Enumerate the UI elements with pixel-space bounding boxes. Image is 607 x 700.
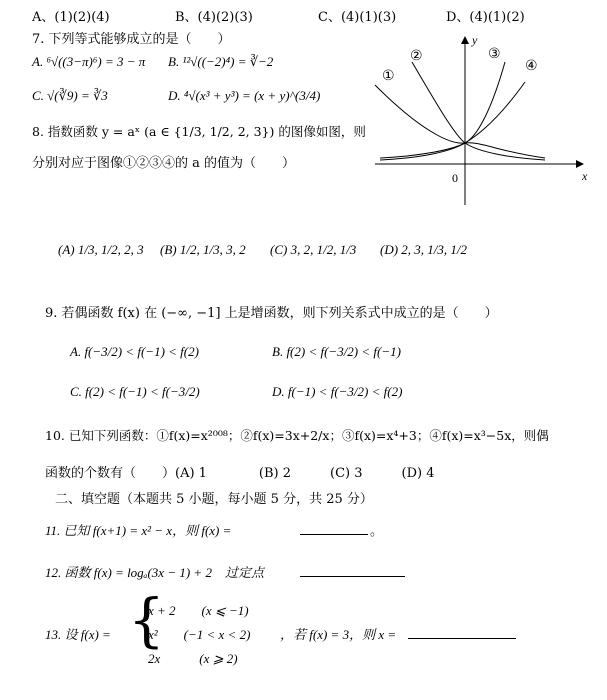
q8-stem: 8. 指数函数 y = aˣ (a ∈ {1/3, 1/2, 2, 3}) 的图像如图，则 xyxy=(32,124,366,139)
q8-option-b: (B) 1/2, 1/3, 3, 2 xyxy=(160,242,246,257)
q6-option-d: D、(4)(1)(2) xyxy=(446,10,525,25)
origin-label: 0 xyxy=(452,171,458,185)
q7-option-d: D. ⁴√(x³ + y³) = (x + y)^(3/4) xyxy=(168,88,321,103)
q6-option-b: B、(4)(2)(3) xyxy=(175,10,253,25)
x-axis-label: x xyxy=(582,169,588,183)
q12-answer-blank[interactable] xyxy=(300,562,405,577)
q9-stem: 9. 若偶函数 f(x) 在 (−∞, −1] 上是增函数，则下列关系式中成立的是（ ） xyxy=(45,306,498,321)
curve-3 xyxy=(380,62,505,158)
curve-label-1: ① xyxy=(382,68,395,84)
q10-stem: 10. 已知下列函数：①f(x)=x²⁰⁰⁸；②f(x)=3x+2/x；③f(x)=x⁴+3；④f(x)=x³−5x，则偶 xyxy=(45,428,549,443)
curve-label-4: ④ xyxy=(525,58,538,74)
q11-text: 11. 已知 f(x+1) = x² − x，则 f(x) = xyxy=(45,523,232,538)
q13-suffix: ，若 f(x) = 3，则 x = xyxy=(280,627,397,642)
q11-answer-blank[interactable] xyxy=(300,520,368,535)
q9-option-a: A. f(−3/2) < f(−1) < f(2) xyxy=(70,344,199,359)
q7-stem: 7. 下列等式能够成立的是（ ） xyxy=(32,32,231,47)
q13-case-1: x + 2 (x ⩽ −1) xyxy=(148,603,249,618)
q8-stem-2: 分别对应于图像①②③④的 a 的值为（ ） xyxy=(32,156,296,171)
curve-1 xyxy=(375,85,545,158)
y-axis-label: y xyxy=(472,33,478,47)
q7-option-c: C. √(∛9) = ∛3 xyxy=(32,88,108,103)
curve-2 xyxy=(412,62,545,160)
q7-option-a: A. ⁶√((3−π)⁶) = 3 − π xyxy=(32,54,146,69)
q13-prefix: 13. 设 f(x) = xyxy=(45,627,111,642)
q12-text: 12. 函数 f(x) = logₐ(3x − 1) + 2 过定点 xyxy=(45,565,264,580)
section-2-heading: 二、填空题（本题共 5 小题，每小题 5 分，共 25 分） xyxy=(55,492,373,507)
q11-end: 。 xyxy=(370,524,384,539)
q8-option-c: (C) 3, 2, 1/2, 1/3 xyxy=(270,242,357,257)
curve-4 xyxy=(380,82,525,160)
q10-stem-2: 函数的个数有（ ）(A) 1 (B) 2 (C) 3 (D) 4 xyxy=(45,466,435,481)
q9-option-c: C. f(2) < f(−1) < f(−3/2) xyxy=(70,384,200,399)
q9-option-d: D. f(−1) < f(−3/2) < f(2) xyxy=(272,384,403,399)
q13-case-3: 2x (x ⩾ 2) xyxy=(148,651,238,666)
q9-option-b: B. f(2) < f(−3/2) < f(−1) xyxy=(272,344,401,359)
curve-label-2: ② xyxy=(410,48,423,64)
q13-brace: { xyxy=(128,586,165,654)
q6-option-c: C、(4)(1)(3) xyxy=(318,10,397,25)
q7-option-b: B. ¹²√((−2)⁴) = ∛−2 xyxy=(168,54,274,69)
q13-answer-blank[interactable] xyxy=(408,624,516,639)
q6-option-a: A、(1)(2)(4) xyxy=(32,10,110,25)
curve-label-3: ③ xyxy=(488,46,501,62)
q8-option-a: (A) 1/3, 1/2, 2, 3 xyxy=(58,242,144,257)
q8-option-d: (D) 2, 3, 1/3, 1/2 xyxy=(380,242,468,257)
q13-case-2: x² (−1 < x < 2) xyxy=(148,627,251,642)
